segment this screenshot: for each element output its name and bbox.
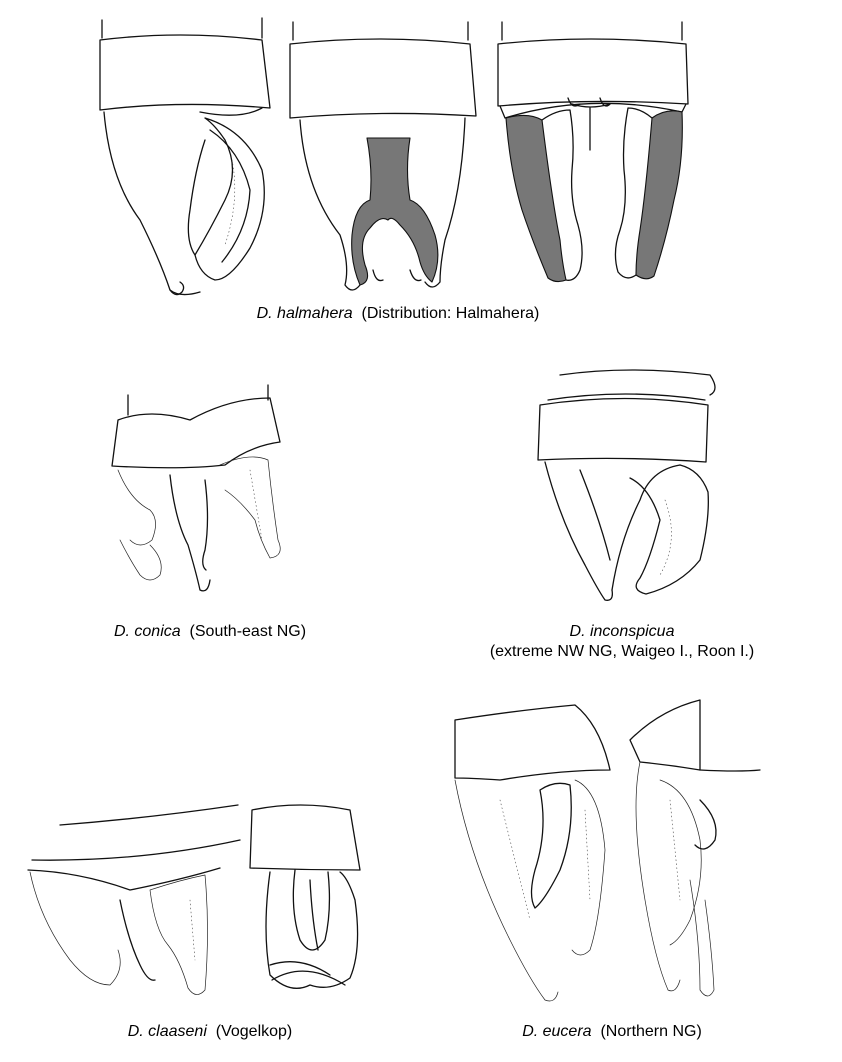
caption-species: D. conica [113,623,181,640]
halmahera-dorsal-view [498,22,688,282]
caption-species: D. inconspicua [569,623,675,640]
caption-inconspicua [442,622,802,662]
halmahera-ventral-view [290,22,476,290]
caption-species: D. eucera [522,1023,592,1040]
eucera-left-view [455,705,610,1001]
caption-distribution: (extreme NW NG, Waigeo I., Roon I.) [489,643,755,660]
caption-eucera [472,1022,752,1042]
caption-distribution: (Vogelkop) [215,1023,293,1040]
caption-distribution: (South-east NG) [189,623,307,640]
inconspicua-lateral-view [538,370,715,600]
caption-claaseni [70,1022,350,1042]
eucera-right-view [630,700,760,996]
halmahera-lateral-view [100,18,270,295]
caption-halmahera [178,304,618,324]
conica-lateral-view [112,385,280,591]
caption-distribution: (Northern NG) [600,1023,702,1040]
caption-species: D. halmahera [256,305,353,322]
caption-species: D. claaseni [127,1023,207,1040]
caption-conica [60,622,360,642]
claaseni-lateral-view [28,805,240,995]
caption-distribution: (Distribution: Halmahera) [361,305,540,322]
claaseni-dorsal-view [250,805,360,988]
